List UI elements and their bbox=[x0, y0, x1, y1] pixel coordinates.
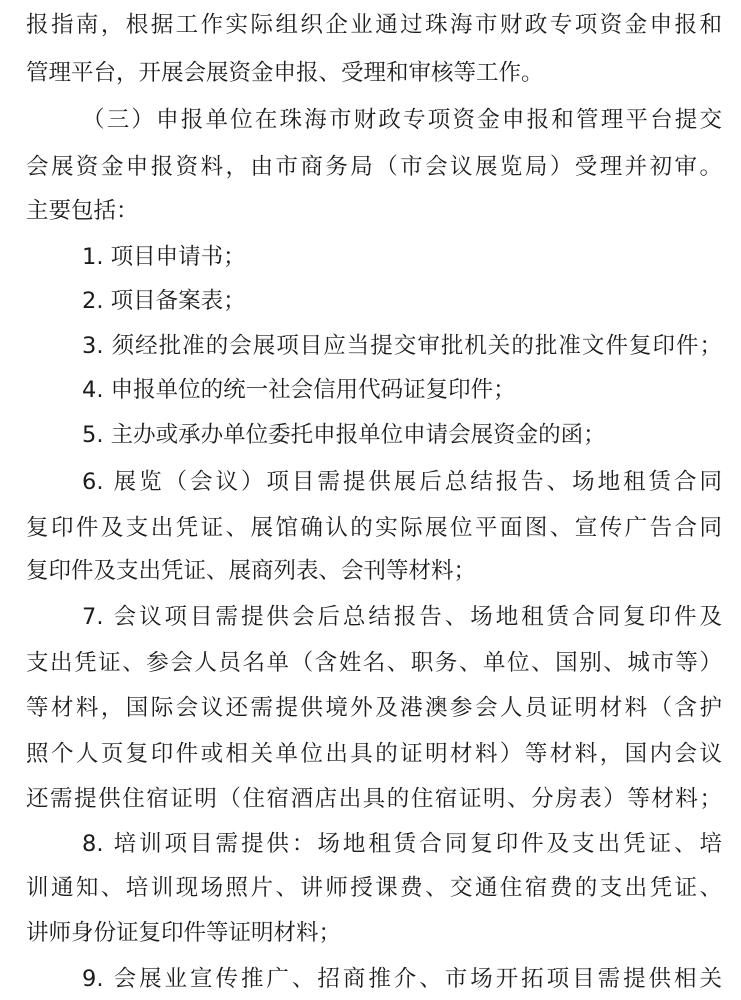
list-item: 6. 展览（会议）项目需提供展后总结报告、场地租赁合同 bbox=[82, 469, 722, 495]
paragraph-line: （三）申报单位在珠海市财政专项资金申报和管理平台提交 bbox=[82, 107, 722, 133]
paragraph-line: 复印件及支出凭证、展馆确认的实际展位平面图、宣传广告合同 bbox=[26, 515, 722, 541]
paragraph-line: 管理平台，开展会展资金申报、受理和审核等工作。 bbox=[26, 60, 544, 86]
list-item: 4. 申报单位的统一社会信用代码证复印件； bbox=[82, 377, 516, 403]
paragraph-line: 支出凭证、参会人员名单（含姓名、职务、单位、国别、城市等） bbox=[26, 650, 722, 676]
paragraph-line: 会展资金申报资料，由市商务局（市会议展览局）受理并初审。 bbox=[26, 154, 722, 180]
paragraph-line: 讲师身份证复印件等证明材料； bbox=[26, 920, 342, 946]
paragraph-line: 训通知、培训现场照片、讲师授课费、交通住宿费的支出凭证、 bbox=[26, 875, 722, 901]
list-item: 8. 培训项目需提供：场地租赁合同复印件及支出凭证、培 bbox=[82, 831, 722, 857]
list-item: 5. 主办或承办单位委托申报单位申请会展资金的函； bbox=[82, 422, 606, 448]
paragraph-line: 复印件及支出凭证、展商列表、会刊等材料； bbox=[26, 558, 477, 584]
list-item: 9. 会展业宣传推广、招商推介、市场开拓项目需提供相关 bbox=[82, 966, 722, 992]
paragraph-line: 等材料，国际会议还需提供境外及港澳参会人员证明材料（含护 bbox=[26, 695, 722, 721]
list-item: 7. 会议项目需提供会后总结报告、场地租赁合同复印件及 bbox=[82, 604, 722, 630]
paragraph-line: 主要包括： bbox=[26, 198, 139, 224]
list-item: 1. 项目申请书； bbox=[82, 244, 246, 270]
paragraph-line: 报指南，根据工作实际组织企业通过珠海市财政专项资金申报和 bbox=[26, 12, 722, 38]
paragraph-line: 照个人页复印件或相关单位出具的证明材料）等材料，国内会议 bbox=[26, 741, 722, 767]
paragraph-line: 还需提供住宿证明（住宿酒店出具的住宿证明、分房表）等材料； bbox=[26, 786, 722, 812]
list-item: 2. 项目备案表； bbox=[82, 288, 246, 314]
list-item: 3. 须经批准的会展项目应当提交审批机关的批准文件复印件； bbox=[82, 333, 722, 359]
